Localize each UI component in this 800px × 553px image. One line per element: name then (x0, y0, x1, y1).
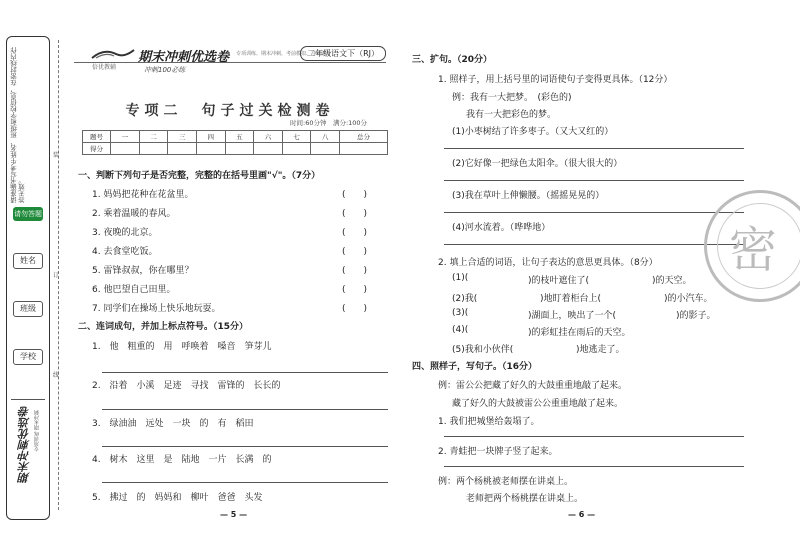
fill-c: )的小汽车。 (664, 294, 713, 304)
fill-b: )的彩虹挂在雨后的天空。 (528, 328, 631, 338)
answer-line[interactable] (444, 244, 744, 245)
score-header-cell: 五 (225, 131, 254, 143)
no-answer-badge: 请勿答题 (13, 207, 43, 221)
q4-title: 四、照样子，写句子。（16分） (412, 362, 538, 372)
q1-title: 一、判断下列句子是否完整，完整的在括号里画"√"。（7分） (78, 171, 321, 181)
score-header-cell: 题号 (83, 131, 111, 143)
fill-b: )地盯着柜台上( (540, 294, 602, 304)
cut-mark: 订 (53, 272, 60, 279)
brand-name: 倍优教辅 (92, 64, 117, 71)
q2-item: 1. 他 粗重的 用 呼唤着 嗓音 笋芽儿 (92, 342, 272, 352)
answer-paren[interactable]: ( ) (342, 247, 368, 257)
fill-a: (4)( (452, 325, 469, 335)
answer-paren[interactable]: ( ) (342, 209, 368, 219)
q3-sub2: 2. 填上合适的词语，让句子表达的意思更具体。（8分） (438, 258, 658, 268)
q4-item: 2. 青蛙把一块牌子竖了起来。 (438, 447, 558, 457)
answer-line[interactable] (444, 466, 744, 467)
score-cell[interactable] (340, 143, 388, 155)
q3-item: (4)河水流着。（哗哗地） (452, 223, 551, 233)
q4-example-answer: 藏了好久的大鼓被雷公公重重地敲了起来。 (452, 399, 624, 409)
answer-line[interactable] (444, 148, 744, 149)
fill-a: (1)( (452, 273, 469, 283)
fill-a: (3)( (452, 308, 469, 318)
binding-note: 请准确书写考生姓名、班级和学校信息，在密封线内作答无效。 (10, 47, 26, 203)
fill-b: )湖面上，映出了一个( (528, 311, 617, 321)
q3-sub1: 1. 照样子，用上括号里的词语使句子变得更具体。（12分） (438, 75, 673, 85)
seal-char: 密 (729, 222, 778, 278)
score-row-label: 得分 (83, 143, 111, 155)
page-number: — 5 — (220, 510, 248, 519)
name-field[interactable]: 姓名 (13, 253, 43, 269)
score-cell[interactable] (111, 143, 140, 155)
score-cell[interactable] (196, 143, 225, 155)
q3-example: 例：我有一大把梦。 (彩色的) (452, 93, 572, 103)
score-cell[interactable] (139, 143, 168, 155)
fill-a: (2)我( (452, 294, 478, 304)
answer-line[interactable] (444, 180, 744, 181)
q1-item: 2. 乘着温暖的春风。 (92, 209, 176, 219)
fill-c: )的天空。 (652, 276, 692, 286)
answer-line[interactable] (444, 212, 744, 213)
answer-paren[interactable]: ( ) (342, 228, 368, 238)
cut-mark: 线 (53, 372, 60, 379)
secret-seal (704, 190, 800, 302)
score-header-cell: 三 (168, 131, 197, 143)
answer-line[interactable] (102, 446, 388, 447)
score-header-cell: 一 (111, 131, 140, 143)
q3-example-answer: 我有一大把彩色的梦。 (466, 110, 557, 120)
q4-example-answer: 老师把两个杨桃摆在讲桌上。 (466, 494, 584, 504)
fill-b: )地逃走了。 (576, 345, 625, 355)
score-header-cell: 八 (311, 131, 340, 143)
q1-item: 1. 妈妈把花种在花盆里。 (92, 190, 194, 200)
q1-item: 6. 他巴望自己田里。 (92, 285, 176, 295)
q1-item: 7. 同学们在操场上快乐地玩耍。 (92, 304, 221, 314)
binding-logo-text: 期末冲刺优选卷 (18, 406, 31, 483)
q2-item: 5. 拂过 的 妈妈和 柳叶 爸爸 头发 (92, 493, 263, 503)
score-cell[interactable] (225, 143, 254, 155)
q2-title: 二、连词成句，并加上标点符号。（15分） (78, 322, 249, 332)
answer-paren[interactable]: ( ) (342, 304, 368, 314)
answer-line[interactable] (444, 436, 744, 437)
answer-paren[interactable]: ( ) (342, 266, 368, 276)
q1-item: 5. 雷锋叔叔，你在哪里？ (92, 266, 194, 276)
score-header-cell: 六 (254, 131, 283, 143)
binding-logo-sub: 专项训练 期末冲刺 (34, 410, 40, 452)
q1-item: 3. 夜晚的北京。 (92, 228, 158, 238)
answer-line[interactable] (102, 482, 388, 483)
cut-mark: 装 (53, 152, 60, 159)
school-field[interactable]: 学校 (13, 349, 43, 365)
series-title: 期末冲刺优选卷 (138, 50, 230, 65)
unit-title: 专项二 句子过关检测卷 (125, 103, 335, 119)
score-header-cell: 总分 (340, 131, 388, 143)
score-header-cell: 四 (196, 131, 225, 143)
binding-logo (11, 399, 45, 519)
class-field[interactable]: 班级 (13, 301, 43, 317)
header-rule (74, 62, 386, 63)
score-table (82, 130, 388, 155)
fill-b: )的枝叶遮住了( (528, 276, 590, 286)
score-header-cell: 二 (139, 131, 168, 143)
answer-paren[interactable]: ( ) (342, 285, 368, 295)
binding-strip (6, 36, 50, 520)
q3-title: 三、扩句。（20分） (412, 55, 493, 65)
answer-line[interactable] (102, 409, 388, 410)
score-cell[interactable] (168, 143, 197, 155)
q2-item: 4. 树木 这里 是 陆地 一片 长满 的 (92, 455, 272, 465)
q3-item: (2)它好像一把绿色太阳伞。（很大很大的） (452, 159, 623, 169)
answer-paren[interactable]: ( ) (342, 190, 368, 200)
series-tags: 专项训练、期末冲刺、考前模拟、冲刺满分 (236, 51, 332, 57)
score-cell[interactable] (254, 143, 283, 155)
fill-c: )的影子。 (676, 311, 716, 321)
q3-item: (1)小枣树结了许多枣子。（又大又红的） (452, 127, 614, 137)
answer-line[interactable] (102, 372, 388, 373)
fill-a: (5)我和小伙伴( (452, 345, 514, 355)
slogan: 冲刺100必练 (144, 66, 186, 74)
q4-example: 例：雷公公把藏了好久的大鼓重重地敲了起来。 (438, 381, 628, 391)
q1-item: 4. 去食堂吃饭。 (92, 247, 158, 257)
page-number: — 6 — (568, 510, 596, 519)
score-cell[interactable] (311, 143, 340, 155)
q4-example: 例：两个杨桃被老师摆在讲桌上。 (438, 477, 574, 487)
q3-item: (3)我在草叶上伸懒腰。（摇摇晃晃的） (452, 191, 605, 201)
grade-tag: 二年级语文下（RJ） (300, 46, 386, 61)
q2-item: 3. 绿油油 远处 一块 的 有 稻田 (92, 419, 254, 429)
score-cell[interactable] (282, 143, 311, 155)
score-header-cell: 七 (282, 131, 311, 143)
book-logo-icon (90, 46, 136, 60)
q4-item: 1. 我们把城堡给轰塌了。 (438, 417, 540, 427)
page-header (74, 44, 386, 74)
time-info: 时间:60分钟 满分:100分 (290, 119, 368, 127)
q2-item: 2. 沿着 小溪 足迹 寻找 雷锋的 长长的 (92, 381, 281, 391)
